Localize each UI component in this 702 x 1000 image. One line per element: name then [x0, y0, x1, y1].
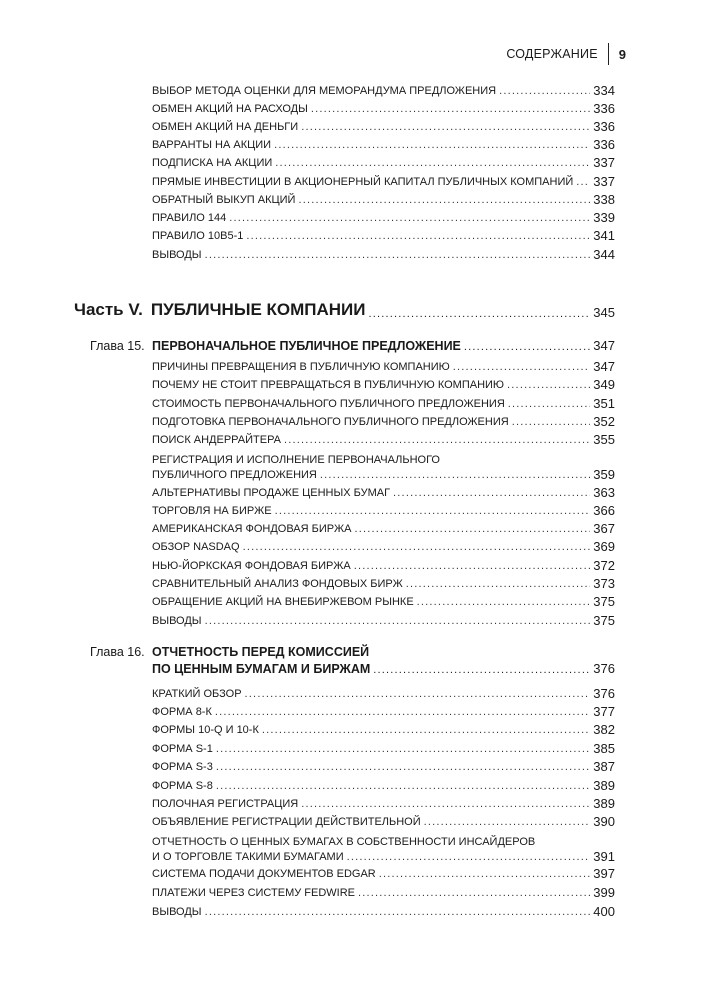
toc-entry[interactable] — [152, 486, 615, 500]
toc-entry[interactable] — [152, 815, 615, 829]
leader-dots — [424, 815, 591, 829]
toc-entry-title: СИСТЕМА ПОДАЧИ ДОКУМЕНТОВ EDGAR — [152, 868, 376, 880]
toc-entry-page: 399 — [593, 885, 615, 900]
toc-entry-title: КРАТКИЙ ОБЗОР — [152, 688, 242, 700]
toc-entry-page: 373 — [593, 576, 615, 591]
leader-dots — [417, 595, 591, 609]
toc-entry-page: 341 — [593, 228, 615, 243]
chapter-title-line1: ОТЧЕТНОСТЬ ПЕРЕД КОМИССИЕЙ — [152, 645, 370, 659]
leader-dots — [373, 664, 590, 676]
leader-dots — [499, 84, 590, 98]
toc-entry-page: 376 — [593, 686, 615, 701]
toc-entry-title-line2: И О ТОРГОВЛЕ ТАКИМИ БУМАГАМИ — [152, 851, 344, 863]
toc-entry-title: АЛЬТЕРНАТИВЫ ПРОДАЖЕ ЦЕННЫХ БУМАГ — [152, 487, 391, 499]
leader-dots — [320, 468, 590, 482]
leader-dots — [284, 433, 590, 447]
leader-dots — [464, 341, 590, 353]
leader-dots — [301, 797, 590, 811]
leader-dots — [215, 705, 590, 719]
leader-dots — [311, 102, 590, 116]
toc-entry-page: 338 — [593, 192, 615, 207]
toc-entry-page: 359 — [593, 467, 615, 482]
toc-entry[interactable] — [152, 723, 615, 737]
chapter-title-line2-row — [90, 661, 615, 676]
header-divider — [608, 43, 609, 65]
toc-chapter[interactable] — [90, 645, 615, 674]
toc-entry[interactable] — [152, 687, 615, 701]
toc-entry-page: 382 — [593, 722, 615, 737]
running-header — [506, 44, 626, 64]
toc-entry-page: 375 — [593, 613, 615, 628]
toc-entry-multiline[interactable] — [152, 835, 615, 864]
toc-entry-title: СРАВНИТЕЛЬНЫЙ АНАЛИЗ ФОНДОВЫХ БИРЖ — [152, 578, 403, 590]
leader-dots — [369, 308, 591, 320]
toc-entry-page: 351 — [593, 396, 615, 411]
toc-entry[interactable] — [152, 905, 615, 919]
toc-entry-title: ФОРМА S-8 — [152, 780, 213, 792]
toc-entry-title-line1: ОТЧЕТНОСТЬ О ЦЕННЫХ БУМАГАХ В СОБСТВЕННОСТИ ИНСАЙДЕРОВ — [152, 836, 536, 848]
toc-entry-page: 389 — [593, 778, 615, 793]
leader-dots — [216, 742, 590, 756]
toc-entry-title: ПОЛОЧНАЯ РЕГИСТРАЦИЯ — [152, 798, 299, 810]
toc-entry-page: 344 — [593, 247, 615, 262]
leader-dots — [245, 687, 591, 701]
toc-entry-page: 363 — [593, 485, 615, 500]
toc-entry-page: 390 — [593, 814, 615, 829]
toc-entry-page: 377 — [593, 704, 615, 719]
leader-dots — [301, 120, 590, 134]
chapter-title: ПЕРВОНАЧАЛЬНОЕ ПУБЛИЧНОЕ ПРЕДЛОЖЕНИЕ — [152, 339, 461, 353]
chapter-label: Глава 15. — [90, 339, 145, 353]
toc-entry-title: ОБМЕН АКЦИЙ НА РАСХОДЫ — [152, 103, 308, 115]
toc-entry-page: 385 — [593, 741, 615, 756]
toc-entry-title: ОБМЕН АКЦИЙ НА ДЕНЬГИ — [152, 121, 299, 133]
toc-entry[interactable] — [152, 229, 615, 243]
toc-entry-page: 387 — [593, 759, 615, 774]
toc-entry[interactable] — [152, 779, 615, 793]
toc-entry-page: 347 — [593, 359, 615, 374]
toc-entry[interactable] — [152, 595, 615, 609]
toc-entry-line2 — [152, 850, 615, 864]
leader-dots — [507, 378, 590, 392]
toc-entry[interactable] — [152, 540, 615, 554]
toc-entry-page: 336 — [593, 119, 615, 134]
toc-entry-title: СТОИМОСТЬ ПЕРВОНАЧАЛЬНОГО ПУБЛИЧНОГО ПРЕДЛОЖЕНИЯ — [152, 398, 505, 410]
toc-entry-page: 397 — [593, 866, 615, 881]
chapter-label: Глава 16. — [90, 645, 145, 659]
leader-dots — [512, 415, 591, 429]
toc-entry-page: 339 — [593, 210, 615, 225]
toc-entry-title: ПОИСК АНДЕРРАЙТЕРА — [152, 434, 282, 446]
toc-entry[interactable] — [152, 175, 615, 189]
toc-entry-page: 336 — [593, 137, 615, 152]
toc-entry-page: 352 — [593, 414, 615, 429]
toc-entry-title: ОБРАЩЕНИЕ АКЦИЙ НА ВНЕБИРЖЕВОМ РЫНКЕ — [152, 596, 414, 608]
leader-dots — [205, 248, 591, 262]
toc-entry-line2 — [152, 468, 615, 482]
toc-entry-title: ВЫВОДЫ — [152, 249, 202, 261]
toc-entry[interactable] — [152, 559, 615, 573]
leader-dots — [393, 486, 590, 500]
toc-entry-title-line2: ПУБЛИЧНОГО ПРЕДЛОЖЕНИЯ — [152, 469, 317, 481]
toc-entry-title: ПРИЧИНЫ ПРЕВРАЩЕНИЯ В ПУБЛИЧНУЮ КОМПАНИЮ — [152, 361, 450, 373]
leader-dots — [262, 723, 590, 737]
toc-entry[interactable] — [152, 867, 615, 881]
toc-entry-title: АМЕРИКАНСКАЯ ФОНДОВАЯ БИРЖА — [152, 523, 352, 535]
toc-entry[interactable] — [152, 705, 615, 719]
toc-entry-title: ФОРМЫ 10-Q И 10-К — [152, 724, 259, 736]
toc-entry-title: ПЛАТЕЖИ ЧЕРЕЗ СИСТЕМУ FEDWIRE — [152, 887, 355, 899]
toc-entry-page: 334 — [593, 83, 615, 98]
leader-dots — [298, 193, 590, 207]
toc-entry[interactable] — [152, 742, 615, 756]
leader-dots — [453, 360, 591, 374]
toc-entry-title: ФОРМА S-1 — [152, 743, 213, 755]
toc-entry[interactable] — [152, 360, 615, 374]
toc-entry[interactable] — [152, 138, 615, 152]
toc-entry-page: 336 — [593, 101, 615, 116]
toc-entry-page: 389 — [593, 796, 615, 811]
toc-entry[interactable] — [152, 797, 615, 811]
toc-entry[interactable] — [152, 577, 615, 591]
chapter-title-line2: ПО ЦЕННЫМ БУМАГАМ И БИРЖАМ — [152, 662, 371, 676]
toc-entry[interactable] — [152, 760, 615, 774]
toc-entry[interactable] — [152, 522, 615, 536]
toc-entry[interactable] — [152, 415, 615, 429]
toc-entry-title: ОБРАТНЫЙ ВЫКУП АКЦИЙ — [152, 194, 296, 206]
leader-dots — [406, 577, 591, 591]
leader-dots — [229, 211, 590, 225]
toc-entry[interactable] — [152, 397, 615, 411]
page-number: 9 — [618, 46, 626, 62]
toc-entry-title: ФОРМА 8-К — [152, 706, 212, 718]
toc-entry-title: ПРЯМЫЕ ИНВЕСТИЦИИ В АКЦИОНЕРНЫЙ КАПИТАЛ ПУБЛИЧНЫХ КОМПАНИЙ — [152, 176, 574, 188]
toc-entry-title: ВЫВОДЫ — [152, 906, 202, 918]
leader-dots — [347, 850, 591, 864]
toc-entry[interactable] — [152, 120, 615, 134]
leader-dots — [274, 138, 590, 152]
leader-dots — [508, 397, 591, 411]
toc-entry[interactable] — [152, 102, 615, 116]
toc-entry[interactable] — [152, 378, 615, 392]
toc-entry-page: 400 — [593, 904, 615, 919]
toc-entry-page: 367 — [593, 521, 615, 536]
leader-dots — [275, 504, 591, 518]
toc-entry-title: ВЫБОР МЕТОДА ОЦЕНКИ ДЛЯ МЕМОРАНДУМА ПРЕДЛОЖЕНИЯ — [152, 85, 497, 97]
toc-entry-title: ПОДГОТОВКА ПЕРВОНАЧАЛЬНОГО ПУБЛИЧНОГО ПРЕДЛОЖЕНИЯ — [152, 416, 509, 428]
toc-entry-title: ТОРГОВЛЯ НА БИРЖЕ — [152, 505, 272, 517]
running-header-title: СОДЕРЖАНИЕ — [506, 47, 598, 61]
part-number: Часть V. — [74, 300, 143, 319]
toc-entry-title: НЬЮ-ЙОРКСКАЯ ФОНДОВАЯ БИРЖА — [152, 560, 351, 572]
toc-entry-page: 375 — [593, 594, 615, 609]
leader-dots — [275, 156, 590, 170]
toc-entry[interactable] — [152, 886, 615, 900]
toc-entry-multiline[interactable] — [152, 453, 615, 482]
leader-dots — [205, 614, 591, 628]
chapter-page: 347 — [593, 338, 615, 353]
toc-entry[interactable] — [152, 211, 615, 225]
toc-entry-title: ОБЪЯВЛЕНИЕ РЕГИСТРАЦИИ ДЕЙСТВИТЕЛЬНОЙ — [152, 816, 421, 828]
leader-dots — [354, 559, 591, 573]
toc-entry-page: 391 — [593, 849, 615, 864]
toc-entry-title: ПОЧЕМУ НЕ СТОИТ ПРЕВРАЩАТЬСЯ В ПУБЛИЧНУЮ КОМПАНИЮ — [152, 379, 505, 391]
leader-dots — [243, 540, 591, 554]
part-title: ПУБЛИЧНЫЕ КОМПАНИИ — [150, 300, 366, 319]
toc-entry[interactable] — [152, 84, 615, 98]
toc-entry[interactable] — [152, 504, 615, 518]
toc-part[interactable] — [74, 300, 615, 320]
leader-dots — [205, 905, 591, 919]
toc-entry-page: 349 — [593, 377, 615, 392]
toc-entry[interactable] — [152, 156, 615, 170]
toc-entry-page: 369 — [593, 539, 615, 554]
toc-entry[interactable] — [152, 433, 615, 447]
toc-entry-title: ПОДПИСКА НА АКЦИИ — [152, 157, 273, 169]
leader-dots — [576, 175, 590, 189]
toc-entry-page: 337 — [593, 155, 615, 170]
toc-entry[interactable] — [152, 193, 615, 207]
toc-entry-page: 366 — [593, 503, 615, 518]
toc-entry-title: ФОРМА S-3 — [152, 761, 213, 773]
leader-dots — [216, 760, 590, 774]
toc-entry-page: 372 — [593, 558, 615, 573]
chapter-page: 376 — [593, 661, 615, 676]
leader-dots — [379, 867, 591, 881]
toc-entry-title: ОБЗОР NASDAQ — [152, 541, 240, 553]
toc-entry-title: ВЫВОДЫ — [152, 615, 202, 627]
toc-entry-title: ВАРРАНТЫ НА АКЦИИ — [152, 139, 272, 151]
toc-entry-title-line1: РЕГИСТРАЦИЯ И ИСПОЛНЕНИЕ ПЕРВОНАЧАЛЬНОГО — [152, 454, 440, 466]
toc-entry-page: 355 — [593, 432, 615, 447]
toc-chapter[interactable] — [90, 338, 615, 353]
leader-dots — [246, 229, 590, 243]
toc-entry[interactable] — [152, 614, 615, 628]
leader-dots — [354, 522, 590, 536]
leader-dots — [358, 886, 590, 900]
toc-entry[interactable] — [152, 248, 615, 262]
leader-dots — [216, 779, 590, 793]
toc-entry-title: ПРАВИЛО 10B5-1 — [152, 230, 244, 242]
toc-entry-page: 337 — [593, 174, 615, 189]
part-page: 345 — [593, 305, 615, 320]
toc-entry-title: ПРАВИЛО 144 — [152, 212, 227, 224]
